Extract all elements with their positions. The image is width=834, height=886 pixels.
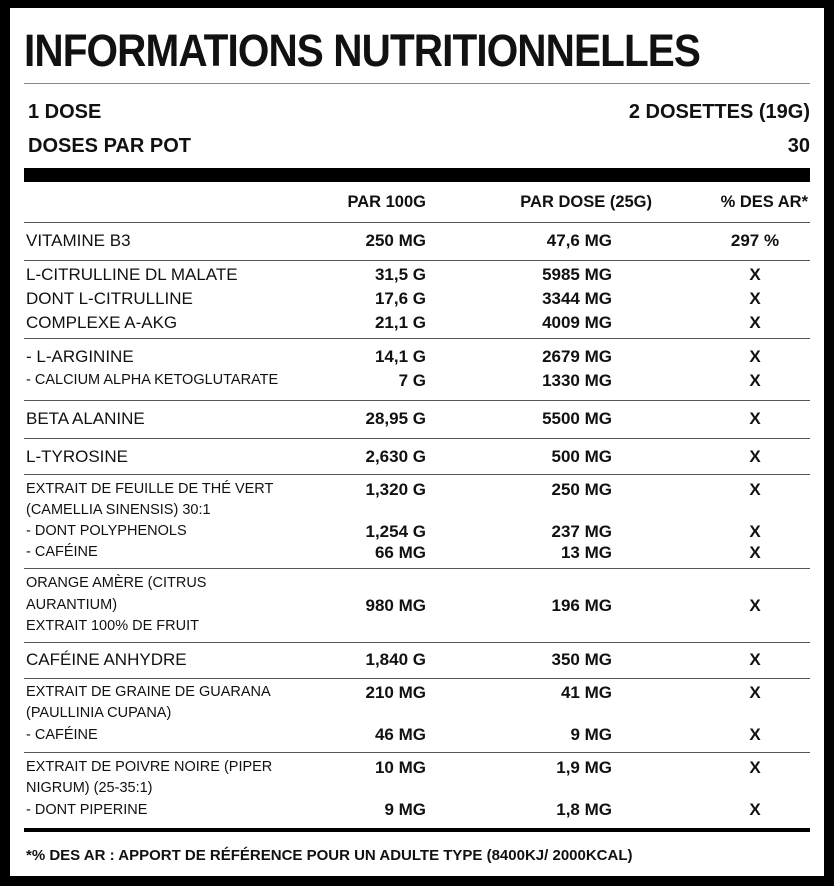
per-dose-value: 1,8 MG	[556, 800, 612, 819]
per100-value: 210 MG	[365, 683, 426, 702]
per-dose-value: 237 MG	[551, 522, 612, 541]
dose-value: 2 DOSETTES (19G)	[628, 101, 810, 123]
nutrient-label: COMPLEXE A-AKG	[26, 313, 178, 332]
per100-value: 2,630 G	[365, 447, 426, 466]
col-header-ar: % DES AR*	[720, 193, 808, 211]
nutrient-label: L-CITRULLINE DL MALATE	[26, 265, 238, 284]
per-dose-value: 5500 MG	[542, 409, 612, 428]
per-dose-value: 5985 MG	[542, 265, 612, 284]
per100-value: 28,95 G	[365, 409, 426, 428]
per100-value: 46 MG	[374, 725, 426, 744]
nutrient-label: (CAMELLIA SINENSIS) 30:1	[26, 502, 211, 518]
per-dose-value: 47,6 MG	[546, 231, 612, 250]
ar-value: X	[749, 522, 761, 541]
col-header-per100: PAR 100G	[347, 193, 426, 211]
per-pot-label: DOSES PAR POT	[28, 135, 191, 157]
ar-value: X	[749, 313, 761, 332]
divider	[24, 438, 810, 439]
per-dose-value: 1330 MG	[542, 371, 612, 390]
per-dose-value: 250 MG	[551, 480, 612, 499]
per-dose-value: 1,9 MG	[556, 758, 612, 777]
divider	[24, 474, 810, 475]
nutrient-label: BETA ALANINE	[26, 409, 145, 428]
divider	[24, 83, 810, 84]
nutrient-label: (PAULLINIA CUPANA)	[26, 705, 172, 721]
ar-value: X	[749, 480, 761, 499]
nutrient-label: CAFÉINE ANHYDRE	[26, 650, 187, 669]
nutrient-label: EXTRAIT DE FEUILLE DE THÉ VERT	[26, 481, 274, 497]
ar-value: X	[749, 371, 761, 390]
thick-divider	[24, 168, 810, 182]
per-dose-value: 196 MG	[551, 596, 612, 615]
ar-value: 297 %	[730, 231, 780, 250]
page-title: INFORMATIONS NUTRITIONNELLES	[24, 25, 701, 76]
per100-value: 17,6 G	[374, 289, 426, 308]
per100-value: 7 G	[398, 371, 426, 390]
ar-value: X	[749, 289, 761, 308]
per-dose-value: 3344 MG	[542, 289, 612, 308]
nutrient-label: L-TYROSINE	[26, 447, 129, 466]
nutrient-label: VITAMINE B3	[26, 231, 131, 250]
divider	[24, 642, 810, 643]
ar-value: X	[749, 447, 761, 466]
per100-value: 980 MG	[365, 596, 426, 615]
divider	[24, 568, 810, 569]
footnote: *% DES AR : APPORT DE RÉFÉRENCE POUR UN ADULTE TYPE (8400KJ/ 2000KCAL)	[26, 847, 633, 864]
nutrient-label: - CALCIUM ALPHA KETOGLUTARATE	[26, 372, 279, 388]
ar-value: X	[749, 758, 761, 777]
per100-value: 250 MG	[365, 231, 426, 250]
ar-value: X	[749, 725, 761, 744]
nutrient-label: NIGRUM) (25-35:1)	[26, 780, 153, 796]
per100-value: 10 MG	[374, 758, 426, 777]
per-dose-value: 4009 MG	[542, 313, 612, 332]
per100-value: 1,320 G	[365, 480, 426, 499]
nutrient-label: EXTRAIT 100% DE FRUIT	[26, 618, 199, 634]
nutrient-label: - DONT PIPERINE	[26, 802, 148, 818]
per-dose-value: 41 MG	[560, 683, 612, 702]
per100-value: 1,254 G	[365, 522, 426, 541]
per-dose-value: 500 MG	[551, 447, 612, 466]
per100-value: 31,5 G	[374, 265, 426, 284]
bottom-divider	[24, 828, 810, 832]
nutrient-label: AURANTIUM)	[26, 597, 118, 613]
ar-value: X	[749, 683, 761, 702]
divider	[24, 338, 810, 339]
ar-value: X	[749, 543, 761, 562]
per100-value: 14,1 G	[374, 347, 426, 366]
per-dose-value: 350 MG	[551, 650, 612, 669]
nutrient-label: EXTRAIT DE GRAINE DE GUARANA	[26, 684, 271, 700]
nutrient-label: - CAFÉINE	[26, 727, 98, 743]
nutrient-label: - CAFÉINE	[26, 544, 98, 560]
nutrient-label: EXTRAIT DE POIVRE NOIRE (PIPER	[26, 759, 273, 775]
per100-value: 66 MG	[374, 543, 426, 562]
per-dose-value: 9 MG	[570, 725, 612, 744]
divider	[24, 400, 810, 401]
ar-value: X	[749, 650, 761, 669]
ar-value: X	[749, 596, 761, 615]
per100-value: 9 MG	[384, 800, 426, 819]
divider	[24, 222, 810, 223]
per-dose-value: 2679 MG	[542, 347, 612, 366]
nutrient-label: DONT L-CITRULLINE	[26, 289, 193, 308]
ar-value: X	[749, 265, 761, 284]
per-dose-value: 13 MG	[560, 543, 612, 562]
divider	[24, 678, 810, 679]
divider	[24, 752, 810, 753]
dose-label: 1 DOSE	[28, 101, 102, 123]
per100-value: 21,1 G	[374, 313, 426, 332]
ar-value: X	[749, 800, 761, 819]
per100-value: 1,840 G	[365, 650, 426, 669]
ar-value: X	[749, 347, 761, 366]
divider	[24, 260, 810, 261]
nutrient-label: ORANGE AMÈRE (CITRUS	[26, 575, 207, 591]
nutrition-panel	[10, 8, 824, 876]
nutrient-label: - DONT POLYPHENOLS	[26, 523, 187, 539]
ar-value: X	[749, 409, 761, 428]
nutrient-label: - L-ARGININE	[26, 347, 134, 366]
per-pot-value: 30	[787, 135, 810, 157]
col-header-per-dose: PAR DOSE (25G)	[520, 193, 652, 211]
